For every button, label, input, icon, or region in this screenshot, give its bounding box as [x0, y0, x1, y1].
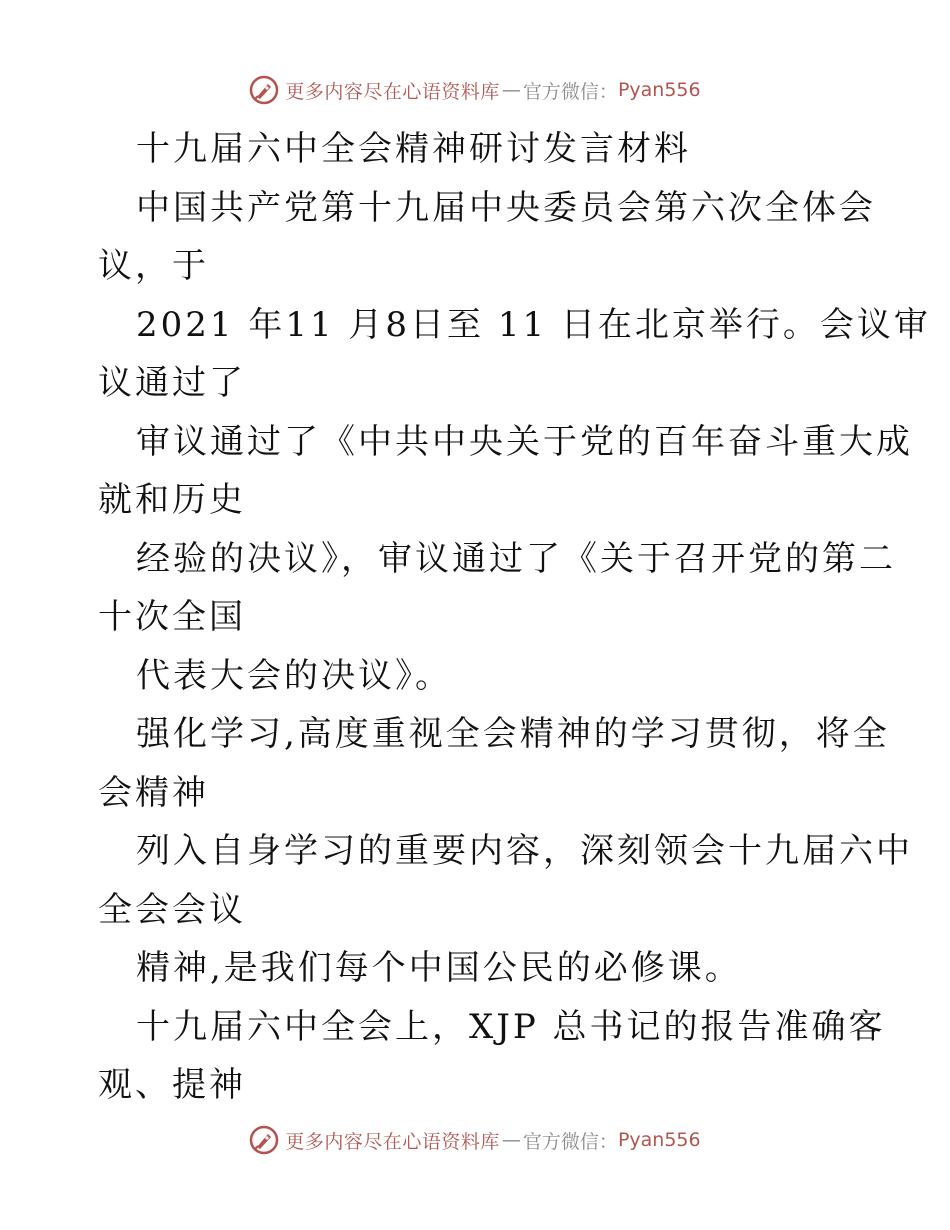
watermark-wechat-id: Pyan556 — [617, 79, 701, 101]
document-body — [98, 120, 931, 1115]
text-line: 十九届六中全会精神研讨发言材料 — [136, 129, 691, 169]
pen-nib-logo-icon — [249, 1125, 279, 1155]
watermark-separator: — — [501, 79, 521, 101]
header-watermark — [0, 70, 950, 110]
text-line: 代表大会的决议》。 — [136, 655, 452, 696]
text-line: 会精神 — [98, 772, 209, 813]
text-line: 中国共产党第十九届中央委员会第六次全体会 — [136, 187, 876, 228]
text-line: 经验的决议》，审议通过了《关于召开党的第二 — [136, 538, 896, 579]
watermark-label: 官方微信： — [522, 80, 618, 103]
text-line: 列入自身学习的重要内容，深刻领会十九届六中 — [136, 831, 913, 871]
text-line: 审议通过了《中共中央关于党的百年奋斗重大成 — [136, 421, 913, 462]
footer-watermark — [0, 1120, 950, 1160]
text-line: 全会会议 — [98, 889, 246, 930]
text-line: 议，于 — [98, 246, 209, 286]
text-line: 十次全国 — [98, 597, 246, 637]
text-line: 强化学习,高度重视全会精神的学习贯彻，将全 — [136, 714, 890, 754]
text-line: 就和历史 — [98, 480, 246, 520]
text-line: 观、提神 — [98, 1065, 246, 1105]
watermark-brand: 更多内容尽在心语资料库 — [285, 1130, 500, 1153]
watermark-brand: 更多内容尽在心语资料库 — [285, 80, 500, 103]
pen-nib-logo-icon — [249, 75, 279, 105]
watermark-wechat-id: Pyan556 — [617, 1129, 701, 1151]
text-line: 2021 年11 月8日至 11 日在北京举行。会议审 — [136, 304, 931, 345]
watermark-separator: — — [501, 1129, 521, 1151]
text-line: 精神,是我们每个中国公民的必修课。 — [136, 948, 742, 988]
text-line: 议通过了 — [98, 363, 246, 403]
text-line: 十九届六中全会上，XJP 总书记的报告准确客 — [136, 1006, 886, 1047]
watermark-label: 官方微信： — [522, 1130, 618, 1153]
